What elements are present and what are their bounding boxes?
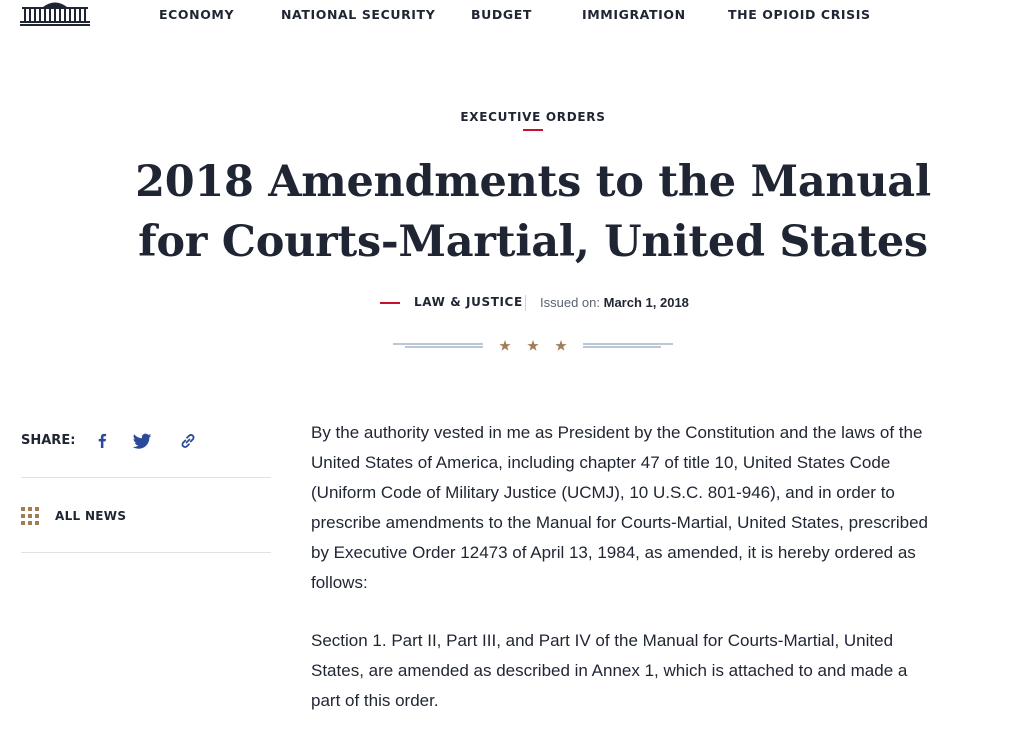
body-paragraph: By the authority vested in me as President by the Constitution and the laws of the United States of America, including chapter 47 of title 10, United States Code (Uniform Code of Military Justice (UCMJ), 10 U.S.C. 801-946), and in order to prescribe amendments to the Manual for Courts-Martial, United States, prescribed by Executive Order 12473 of April 13, 1984, as amended, it is hereby ordered as follows: xyxy=(311,423,928,592)
sidebar-divider xyxy=(21,552,271,553)
nav-item-opioid-crisis[interactable]: THE OPIOID CRISIS xyxy=(728,7,871,22)
category-dash xyxy=(380,302,400,304)
star-icon xyxy=(555,340,566,351)
share-label: SHARE: xyxy=(21,433,76,448)
twitter-icon-glyph xyxy=(131,430,153,452)
meta-separator xyxy=(525,295,526,311)
article-body xyxy=(311,418,931,744)
eyebrow-underline xyxy=(523,129,543,131)
issued-label: Issued on: xyxy=(540,295,600,310)
link-icon-glyph xyxy=(177,430,199,452)
star-divider xyxy=(0,336,1022,356)
issued-info xyxy=(540,295,689,310)
nav-item-budget[interactable]: BUDGET xyxy=(471,7,532,22)
grid-icon xyxy=(21,507,41,527)
page-title: 2018 Amendments to the Manual for Courts-Martial, United States xyxy=(135,157,931,267)
white-house-logo-icon xyxy=(20,0,90,26)
issued-date: March 1, 2018 xyxy=(603,295,689,310)
twitter-icon[interactable] xyxy=(131,430,153,452)
all-news-link[interactable] xyxy=(21,506,271,528)
sidebar-divider xyxy=(21,477,271,478)
facebook-icon-glyph xyxy=(91,430,113,452)
article-meta xyxy=(0,295,1022,311)
share-bar xyxy=(21,430,271,454)
nav-item-national-security[interactable]: NATIONAL SECURITY xyxy=(281,7,436,22)
white-house-logo[interactable] xyxy=(20,0,90,26)
nav-item-immigration[interactable]: IMMIGRATION xyxy=(582,7,686,22)
link-icon[interactable] xyxy=(177,430,199,452)
star-icon xyxy=(527,340,538,351)
article-eyebrow[interactable]: EXECUTIVE ORDERS xyxy=(460,110,606,124)
star-divider-graphic xyxy=(0,336,1022,356)
body-paragraph: Section 1. Part II, Part III, and Part IV of the Manual for Courts-Martial, United States, are amended as described in Annex 1, which is attached to and made a part of this order. xyxy=(311,631,908,710)
category-link[interactable]: LAW & JUSTICE xyxy=(414,295,523,309)
nav-item-economy[interactable]: ECONOMY xyxy=(159,7,235,22)
facebook-icon[interactable] xyxy=(91,430,113,452)
all-news-label: ALL NEWS xyxy=(55,509,127,523)
star-icon xyxy=(499,340,510,351)
